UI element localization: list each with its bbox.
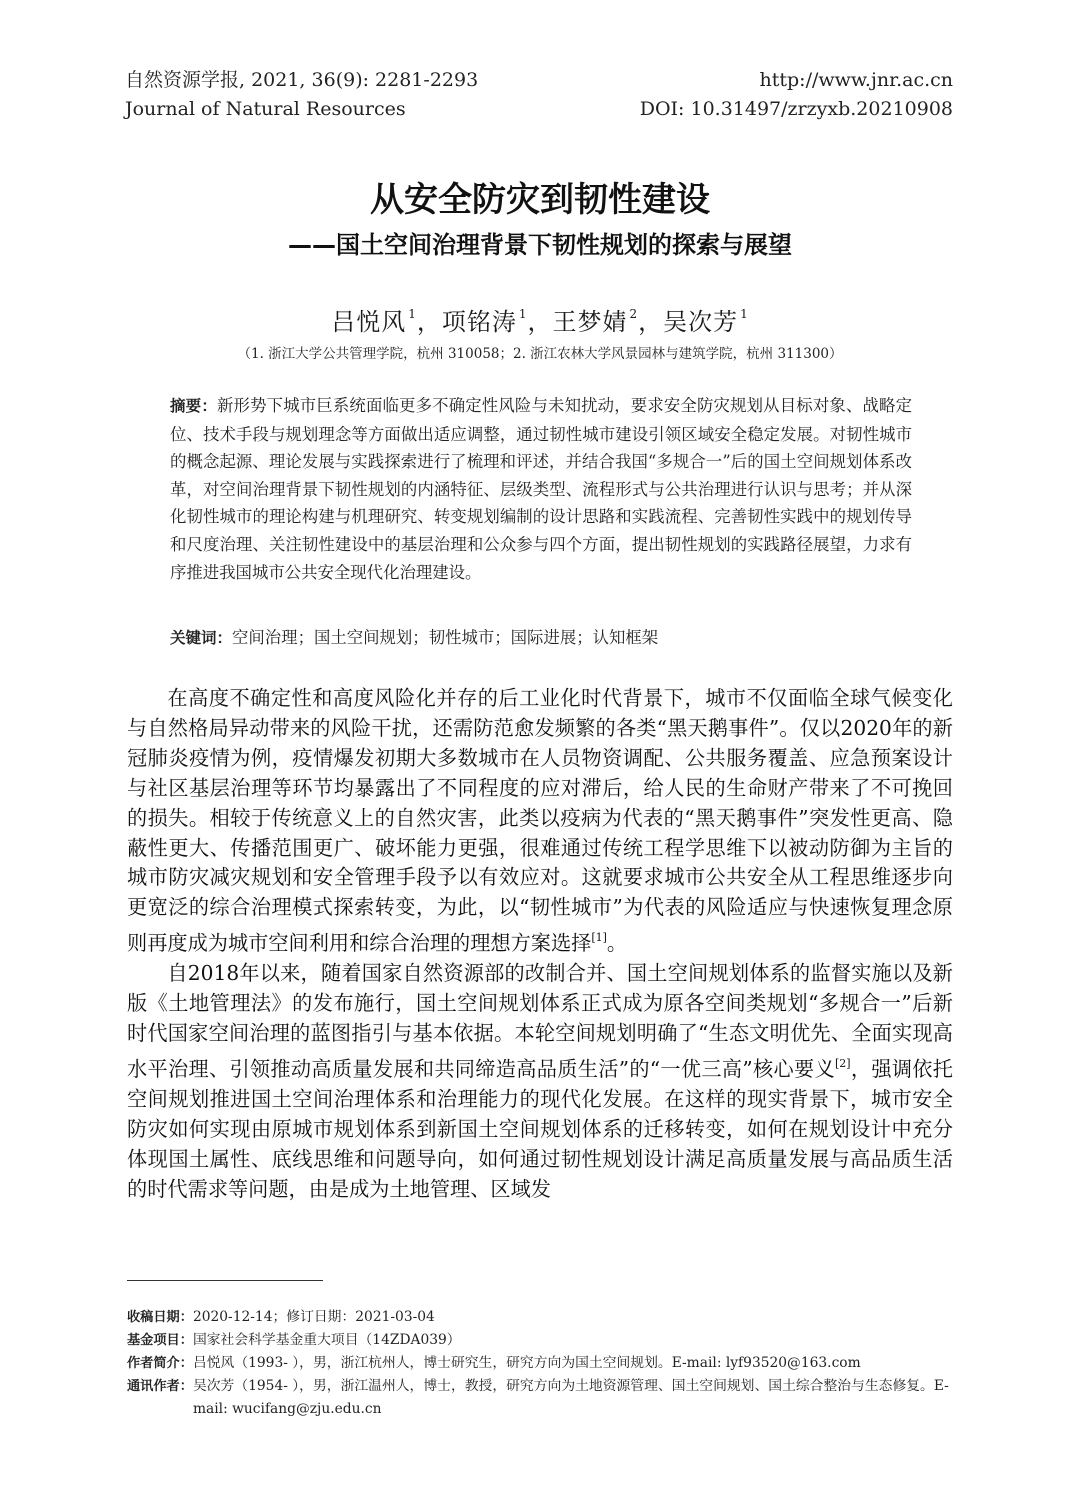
paragraph-text: ，强调依托空间规划推进国土空间治理体系和治理能力的现代化发展。在这样的现实背景下，城市安全防灾如何实现由原城市规划体系到新国土空间规划体系的迁移转变，如何在规划设计中充分体现国土属性、底线思维和问题导向，如何通过韧性规划设计满足高质量发展与高品质生活的时代需求等问题，由是成为土地管理、区域发 [127, 1056, 953, 1201]
journal-citation-cn: 自然资源学报, 2021, 36(9): 2281-2293 [125, 69, 479, 91]
body-text [127, 684, 953, 1204]
footnote-divider [127, 1280, 323, 1281]
doi[interactable]: DOI: 10.31497/zrzyxb.20210908 [639, 98, 953, 120]
author-affiliation-mark: 1 [740, 307, 749, 321]
author-separator: ， [416, 308, 442, 336]
journal-url[interactable]: http://www.jnr.ac.cn [759, 69, 953, 91]
citation-ref[interactable]: [1] [591, 931, 607, 945]
abstract-text: 新形势下城市巨系统面临更多不确定性风险与未知扰动，要求安全防灾规划从目标对象、战略定位、技术手段与规划理念等方面做出适应调整，通过韧性城市建设引领区域安全稳定发展。对韧性城市的概念起源、理论发展与实践探索进行了梳理和评述，并结合我国“多规合一”后的国土空间规划体系改革，对空间治理背景下韧性规划的内涵特征、层级类型、流程形式与公共治理进行认识与思考；并从深化韧性城市的理论构建与机理研究、转变规划编制的设计思路和实践流程、完善韧性实践中的规划传导和尺度治理、关注韧性建设中的基层治理和公众参与四个方面，提出韧性规划的实践路径展望，力求有序推进我国城市公共安全现代化治理建设。 [170, 396, 912, 582]
paper-subtitle: ——国土空间治理背景下韧性规划的探索与展望 [288, 231, 792, 259]
abstract-label: 摘要： [170, 397, 217, 415]
keywords [170, 624, 912, 653]
footnote-corresponding-author [127, 1375, 953, 1421]
author-separator: ， [638, 308, 664, 336]
footnote-label: 通讯作者： [127, 1379, 193, 1394]
author-name: 项铭涛 [441, 308, 517, 336]
citation-ref[interactable]: [2] [834, 1056, 851, 1070]
footnote-label: 收稿日期： [127, 1310, 193, 1325]
author-separator: ， [527, 308, 553, 336]
author-affiliation-mark: 2 [629, 307, 639, 321]
abstract [170, 392, 912, 586]
footnote-text: 吕悦风（1993- ），男，浙江杭州人，博士研究生，研究方向为国土空间规划。E-mail: lyf93520@163.com [192, 1355, 861, 1371]
author-affiliation-mark: 1 [408, 307, 417, 321]
author-affiliation-mark: 1 [518, 307, 528, 321]
keywords-label: 关键词： [170, 629, 233, 647]
footnotes [127, 1306, 953, 1421]
author-name: 吕悦风 [331, 308, 407, 336]
paragraph-text: 自2018年以来，随着国家自然资源部的改制合并、国土空间规划体系的监督实施以及新版《土地管理法》的发布施行，国土空间规划体系正式成为原各空间类规划“多规合一”后新时代国家空间治理的蓝图指引与基本依据。本轮空间规划明确了“生态文明优先、全面实现高水平治理、引领推动高质量发展和共同缔造高品质生活”的“一优三高”核心要义 [127, 961, 953, 1081]
journal-name-en: Journal of Natural Resources [125, 98, 406, 120]
paragraph [127, 959, 953, 1204]
footnote-label: 作者简介： [127, 1356, 193, 1371]
footnote-text: 2020-12-14；修订日期：2021-03-04 [192, 1309, 435, 1325]
paragraph-text: 。 [606, 931, 628, 956]
paragraph [127, 684, 953, 959]
footnote-funding [127, 1329, 953, 1352]
running-header [125, 66, 953, 124]
footnote-label: 基金项目： [127, 1333, 193, 1348]
footnote-text: 国家社会科学基金重大项目（14ZDA039） [192, 1332, 461, 1348]
author-name: 吴次芳 [663, 308, 739, 336]
author-list [0, 296, 1080, 340]
footnote-text: 吴次芳（1954- ），男，浙江温州人，博士，教授，研究方向为土地资源管理、国土空间规划、国土综合整治与生态修复。E-mail: wucifang@zju.edu.cn [192, 1378, 949, 1417]
keywords-text: 空间治理；国土空间规划；韧性城市；国际进展；认知框架 [232, 628, 659, 647]
author-name: 王梦婧 [552, 308, 628, 336]
footnote-author-bio [127, 1352, 953, 1375]
paragraph-text: 在高度不确定性和高度风险化并存的后工业化时代背景下，城市不仅面临全球气候变化与自然格局异动带来的风险干扰，还需防范愈发频繁的各类“黑天鹅事件”。仅以2020年的新冠肺炎疫情为例，疫情爆发初期大多数城市在人员物资调配、公共服务覆盖、应急预案设计与社区基层治理等环节均暴露出了不同程度的应对滞后，给人民的生命财产带来了不可挽回的损失。相较于传统意义上的自然灾害，此类以疫病为代表的“黑天鹅事件”突发性更高、隐蔽性更大、传播范围更广、破坏能力更强，很难通过传统工程学思维下以被动防御为主旨的城市防灾减灾规划和安全管理手段予以有效应对。这就要求城市公共安全从工程思维逐步向更宽泛的综合治理模式探索转变，为此，以“韧性城市”为代表的风险适应与快速恢复理念原则再度成为城市空间利用和综合治理的理想方案选择 [127, 686, 953, 956]
affiliations: （1. 浙江大学公共管理学院，杭州 310058；2. 浙江农林大学风景园林与建筑学院，杭州 311300） [237, 346, 843, 362]
footnote-received [127, 1306, 953, 1329]
paper-title: 从安全防灾到韧性建设 [370, 180, 710, 220]
